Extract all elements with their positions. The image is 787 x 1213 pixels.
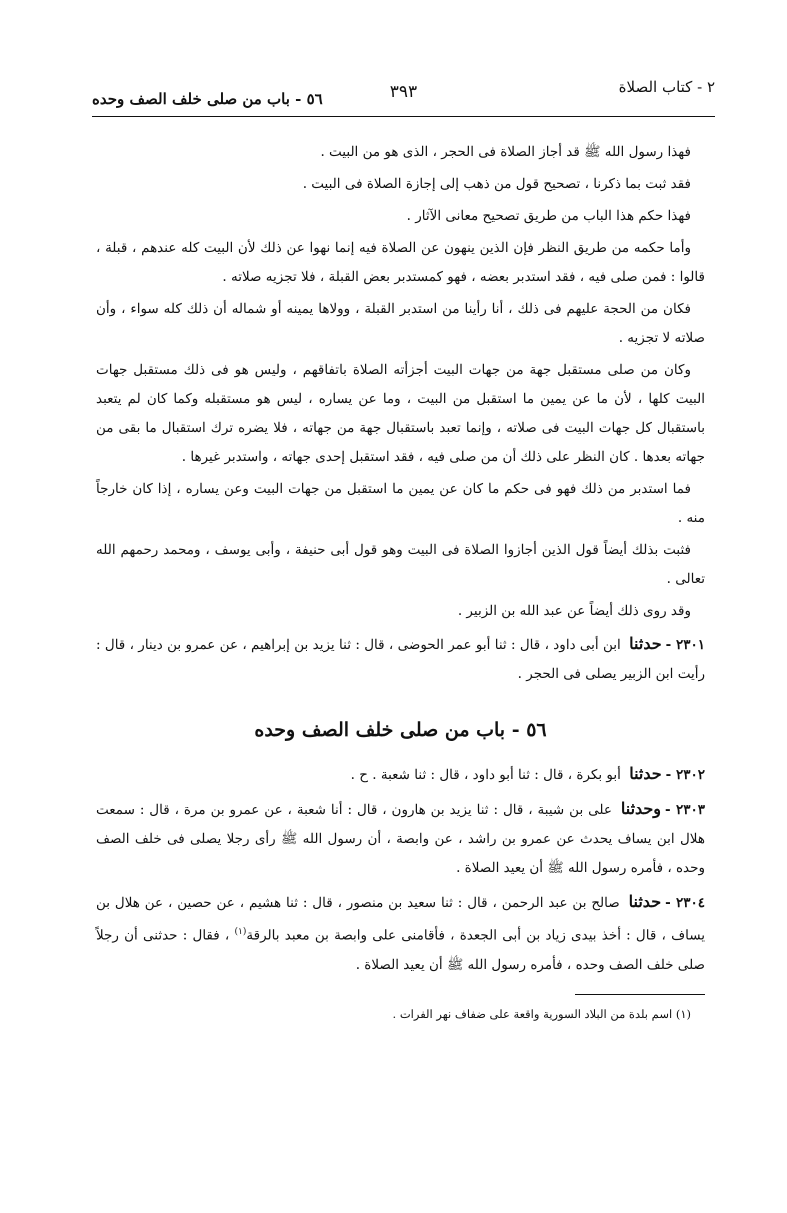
hadith-text: أبو بكرة ، قال : ثنا أبو داود ، قال : ثنا شعبة . ح . bbox=[350, 767, 621, 783]
hadith-2304 bbox=[96, 887, 705, 980]
header-rule bbox=[92, 116, 715, 117]
section-title: ٥٦ - باب من صلى خلف الصف وحده bbox=[254, 719, 547, 741]
paragraph: وأما حكمه من طريق النظر فإن الذين ينهون عن الصلاة فيه إنما نهوا عن ذلك لأن البيت كله عندهم ، قبلة ، قالوا : فمن صلى فيه ، فقد استدبر بعضه ، فهو كمستدبر بعض القبلة ، فلا تجزيه صلاته . bbox=[96, 240, 705, 285]
hadith-number: ٢٣٠١ - bbox=[665, 637, 705, 653]
footnote-marker[interactable]: (١) bbox=[234, 927, 247, 937]
hadith-2301 bbox=[96, 629, 705, 689]
hadith-2303 bbox=[96, 794, 705, 883]
footnote-rule bbox=[575, 994, 705, 995]
footnote bbox=[96, 1004, 691, 1024]
hadith-text: ابن أبى داود ، قال : ثنا أبو عمر الحوضى ، قال : ثنا يزيد بن إبراهيم ، عن عمرو بن دينار ، قال : رأيت ابن الزبير يصلى فى الحجر . bbox=[96, 637, 705, 682]
paragraph: فثبت بذلك أيضاً قول الذين أجازوا الصلاة فى البيت وهو قول أبى حنيفة ، وأبى يوسف ، ومحمد رحمهم الله تعالى . bbox=[96, 542, 705, 587]
running-header bbox=[92, 78, 715, 114]
hadith-text-continued: ، فقال : حدثنى أن رجلاً صلى خلف الصف وحده ، فأمره رسول الله ﷺ أن يعيد الصلاة . bbox=[96, 927, 705, 973]
hadith-keyword: وحدثنا bbox=[620, 799, 662, 818]
page-number: ٣٩٣ bbox=[389, 82, 418, 102]
hadith-keyword: حدثنا bbox=[629, 634, 662, 653]
paragraph: وكان من صلى مستقبل جهة من جهات البيت أجزأته الصلاة باتفاقهم ، وليس هو فى ذلك مستقبل جهات البيت كلها ، لأن ما عن يمين ما استقبل من البيت ، وما عن يساره ، ليس هو مستقبله وكما كان لم يتعبد باستقبال كل جهات البيت فى صلاته ، وإنما تعبد باستقبال جهة من جهاته ، فلا يضره ترك استقبال ما بقى من جهاته بعدها . كان النظر على ذلك أن من صلى فيه ، فقد استقبل إحدى جهاته ، واستدبر غيرها . bbox=[96, 362, 705, 465]
paragraph: فقد ثبت بما ذكرنا ، تصحيح قول من ذهب إلى إجازة الصلاة فى البيت . bbox=[302, 176, 691, 192]
footnote-number: (١) bbox=[675, 1007, 691, 1021]
paragraph: وقد روى ذلك أيضاً عن عبد الله بن الزبير . bbox=[457, 603, 691, 619]
paragraph: فهذا رسول الله ﷺ قد أجاز الصلاة فى الحجر ، الذى هو من البيت . bbox=[320, 144, 691, 160]
chapter-title: ٥٦ - باب من صلى خلف الصف وحده bbox=[92, 90, 323, 108]
hadith-number: ٢٣٠٤ - bbox=[665, 895, 706, 911]
hadith-number: ٢٣٠٢ - bbox=[665, 767, 705, 783]
hadith-number: ٢٣٠٣ - bbox=[665, 802, 705, 818]
paragraph: فما استدبر من ذلك فهو فى حكم ما كان عن يمين ما استقبل من جهات البيت وعن يساره ، إذا كان خارجاً منه . bbox=[96, 481, 705, 526]
hadith-keyword: حدثنا bbox=[628, 892, 662, 911]
paragraph: فكان من الحجة عليهم فى ذلك ، أنا رأينا من استدبر القبلة ، وولاها يمينه أو شماله أن ذلك كله سواء ، وأن صلاته لا تجزيه . bbox=[96, 301, 705, 346]
hadith-keyword: حدثنا bbox=[629, 764, 662, 783]
page-body bbox=[96, 138, 705, 984]
footnote-text: اسم بلدة من البلاد السورية واقعة على ضفاف نهر الفرات . bbox=[392, 1007, 673, 1021]
book-title: ٢ - كتاب الصلاة bbox=[618, 78, 715, 96]
hadith-text: على بن شيبة ، قال : ثنا يزيد بن هارون ، قال : أنا شعبة ، عن عمرو بن مرة ، قال : سمعت هلال ابن يساف يحدث عن عمرو بن راشد ، عن وابصة ، أن رسول الله ﷺ رأى رجلا يصلى فى خلف الصف وحده ، فأمره رسول الله ﷺ أن يعيد الصلاة . bbox=[96, 802, 705, 876]
paragraph: فهذا حكم هذا الباب من طريق تصحيح معانى الآثار . bbox=[406, 208, 691, 224]
hadith-2302 bbox=[96, 759, 705, 790]
hadith-text: صالح بن عبد الرحمن ، قال : ثنا سعيد بن منصور ، قال : ثنا هشيم ، عن حصين ، عن هلال بن يساف ، قال : أخذ بيدى زياد بن أبى الجعدة ، فأقامنى على وابصة بن معبد بالرقة bbox=[96, 895, 705, 944]
